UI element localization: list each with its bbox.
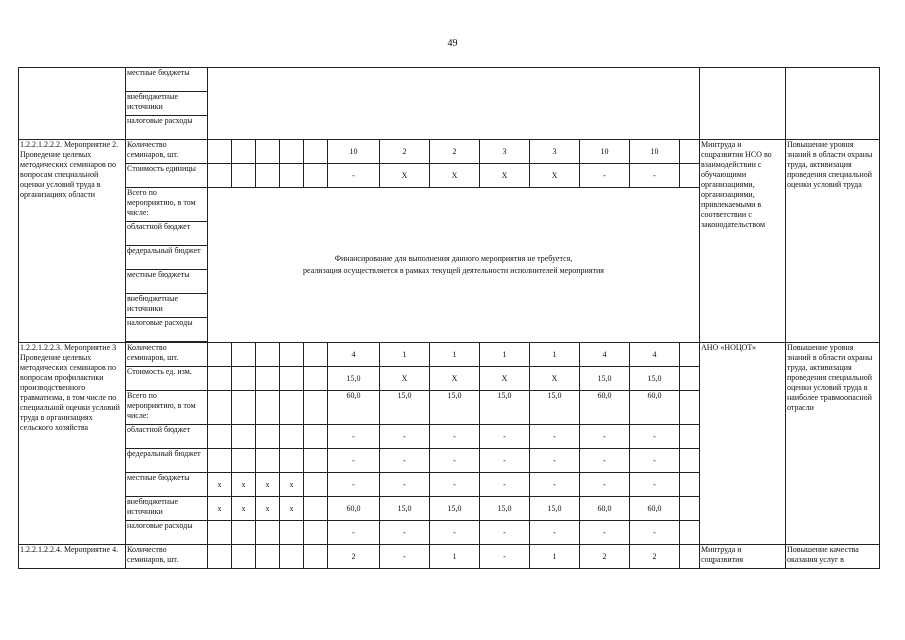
value-cell: -: [430, 449, 480, 473]
empty-cell: [280, 425, 304, 449]
activity-4-name: 1.2.2.1.2.2.4. Мероприятие 4.: [19, 545, 126, 569]
row-label-tax: налоговые расходы: [126, 318, 208, 342]
activity-3-result: Повышение уровня знаний в области охраны труда, активизация проведения специальной оценки условий труда в наиболее травмоопасной отрасли: [786, 343, 880, 545]
row-label-regional: областной бюджет: [126, 222, 208, 246]
empty-cell: [304, 367, 328, 391]
value-cell: Х: [380, 367, 430, 391]
empty-cell: [256, 140, 280, 164]
value-cell: 60,0: [630, 391, 680, 425]
value-cell: -: [630, 473, 680, 497]
row-label-local: местные бюджеты: [126, 68, 208, 92]
value-cell: 15,0: [430, 391, 480, 425]
empty-cell: [680, 545, 700, 569]
value-cell: 15,0: [328, 367, 380, 391]
value-cell: Х: [380, 164, 430, 188]
value-cell: -: [530, 521, 580, 545]
empty-cell: [208, 164, 232, 188]
empty-cell: [280, 545, 304, 569]
value-cell: 15,0: [380, 497, 430, 521]
value-cell: -: [430, 425, 480, 449]
empty-cell: [304, 497, 328, 521]
empty-cell: [680, 521, 700, 545]
empty-cell: [680, 473, 700, 497]
value-cell: 15,0: [530, 497, 580, 521]
activity-3-name: 1.2.2.1.2.2.3. Мероприятие 3 Проведение целевых методических семинаров по вопросам профилактики производственного травматизма, в том числе по специальной оценки условий труда в организациях сельского хозяйства: [19, 343, 126, 545]
x-cell: х: [232, 473, 256, 497]
row-label-seminars: Количество семинаров, шт.: [126, 343, 208, 367]
empty-cell: [280, 140, 304, 164]
x-cell: х: [280, 497, 304, 521]
row-label-seminars: Количество семинаров, шт.: [126, 545, 208, 569]
row-label-total: Всего по мероприятию, в том числе:: [126, 391, 208, 425]
value-cell: -: [380, 473, 430, 497]
empty-cell: [304, 140, 328, 164]
empty-cell: [232, 367, 256, 391]
row-label-extra: внебюджетные источники: [126, 294, 208, 318]
value-cell: -: [480, 425, 530, 449]
empty-cell: [208, 343, 232, 367]
row-label-extra: внебюджетные источники: [126, 92, 208, 116]
value-cell: 2: [580, 545, 630, 569]
empty-cell: [256, 425, 280, 449]
empty-cell: [232, 449, 256, 473]
value-cell: 60,0: [580, 497, 630, 521]
value-cell: 60,0: [580, 391, 630, 425]
empty-cell: [208, 545, 232, 569]
value-cell: -: [380, 449, 430, 473]
empty-cell: [232, 164, 256, 188]
value-cell: 2: [630, 545, 680, 569]
empty-cell: [232, 391, 256, 425]
value-cell: -: [328, 425, 380, 449]
prev-activity-result: [786, 68, 880, 140]
row-label-federal: федеральный бюджет: [126, 246, 208, 270]
value-cell: -: [530, 449, 580, 473]
value-cell: -: [530, 425, 580, 449]
value-cell: 10: [580, 140, 630, 164]
value-cell: 4: [630, 343, 680, 367]
x-cell: х: [208, 473, 232, 497]
x-cell: х: [256, 473, 280, 497]
empty-cell: [208, 391, 232, 425]
value-cell: -: [480, 545, 530, 569]
value-cell: 2: [430, 140, 480, 164]
value-cell: Х: [530, 367, 580, 391]
empty-cell: [208, 367, 232, 391]
x-cell: х: [280, 473, 304, 497]
x-cell: х: [232, 497, 256, 521]
value-cell: 10: [630, 140, 680, 164]
value-cell: -: [430, 521, 480, 545]
value-cell: -: [380, 545, 430, 569]
value-cell: 4: [580, 343, 630, 367]
value-cell: 15,0: [430, 497, 480, 521]
value-cell: -: [328, 449, 380, 473]
empty-cell: [680, 497, 700, 521]
empty-cell: [256, 343, 280, 367]
empty-cell: [680, 164, 700, 188]
page-number: 49: [447, 38, 458, 49]
value-cell: -: [630, 521, 680, 545]
empty-cell: [208, 140, 232, 164]
table-row: [19, 545, 880, 569]
value-cell: -: [328, 521, 380, 545]
value-cell: Х: [480, 164, 530, 188]
activity-4-responsible: Минтруда и соцразвития: [700, 545, 786, 569]
value-cell: -: [580, 473, 630, 497]
prev-activity-name: [19, 68, 126, 140]
row-label-unit-cost: Стоимость единицы: [126, 164, 208, 188]
financing-note-line-2: реализация осуществляется в рамках текущей деятельности исполнителей мероприятия: [303, 266, 604, 275]
value-cell: 60,0: [328, 497, 380, 521]
empty-cell: [208, 425, 232, 449]
row-label-extra: внебюджетные источники: [126, 497, 208, 521]
value-cell: 15,0: [480, 497, 530, 521]
value-cell: -: [480, 521, 530, 545]
value-cell: -: [630, 425, 680, 449]
table-row: [19, 140, 880, 164]
activity-2-name: 1.2.2.1.2.2.2. Мероприятие 2. Проведение целевых методических семинаров по вопросам специальной оценки условий труда в организациях области: [19, 140, 126, 343]
activity-3-responsible: АНО «НОЦОТ»: [700, 343, 786, 545]
row-label-tax: налоговые расходы: [126, 116, 208, 140]
empty-cell: [680, 449, 700, 473]
row-label-local: местные бюджеты: [126, 473, 208, 497]
empty-cell: [256, 164, 280, 188]
value-cell: 1: [430, 343, 480, 367]
prev-activity-values: [208, 68, 700, 140]
empty-cell: [304, 473, 328, 497]
value-cell: 60,0: [630, 497, 680, 521]
activity-2-responsible: Минтруда и соцразвития НСО во взаимодействии с обучающими организациями, организациями, привлекаемыми в соответствии с законодательством: [700, 140, 786, 343]
empty-cell: [256, 545, 280, 569]
value-cell: -: [328, 164, 380, 188]
empty-cell: [232, 521, 256, 545]
value-cell: 1: [480, 343, 530, 367]
value-cell: -: [630, 449, 680, 473]
empty-cell: [280, 367, 304, 391]
empty-cell: [256, 367, 280, 391]
empty-cell: [680, 343, 700, 367]
empty-cell: [232, 425, 256, 449]
value-cell: 15,0: [530, 391, 580, 425]
prev-activity-responsible: [700, 68, 786, 140]
value-cell: Х: [430, 367, 480, 391]
financing-note-line-1: Финансирование для выполнения данного мероприятия не требуется,: [334, 254, 573, 263]
empty-cell: [304, 343, 328, 367]
table-row: [19, 343, 880, 367]
value-cell: 10: [328, 140, 380, 164]
empty-cell: [280, 449, 304, 473]
value-cell: Х: [480, 367, 530, 391]
activity-4-result: Повышение качества оказания услуг в: [786, 545, 880, 569]
value-cell: -: [430, 473, 480, 497]
empty-cell: [304, 164, 328, 188]
row-label-seminars: Количество семинаров, шт.: [126, 140, 208, 164]
value-cell: 15,0: [480, 391, 530, 425]
value-cell: 1: [530, 343, 580, 367]
value-cell: 3: [530, 140, 580, 164]
value-cell: 1: [380, 343, 430, 367]
empty-cell: [680, 391, 700, 425]
value-cell: 15,0: [380, 391, 430, 425]
row-label-tax: налоговые расходы: [126, 521, 208, 545]
row-label-regional: областной бюджет: [126, 425, 208, 449]
row-label-unit-cost: Стоимость ед. изм.: [126, 367, 208, 391]
empty-cell: [256, 449, 280, 473]
value-cell: 2: [380, 140, 430, 164]
empty-cell: [256, 521, 280, 545]
empty-cell: [208, 449, 232, 473]
value-cell: -: [480, 473, 530, 497]
row-label-total: Всего по мероприятию, в том числе:: [126, 188, 208, 222]
value-cell: 15,0: [580, 367, 630, 391]
empty-cell: [680, 140, 700, 164]
value-cell: -: [480, 449, 530, 473]
program-activities-table: [18, 67, 880, 569]
empty-cell: [304, 545, 328, 569]
empty-cell: [680, 425, 700, 449]
empty-cell: [280, 164, 304, 188]
empty-cell: [304, 425, 328, 449]
value-cell: Х: [530, 164, 580, 188]
empty-cell: [232, 545, 256, 569]
empty-cell: [304, 391, 328, 425]
x-cell: х: [208, 497, 232, 521]
empty-cell: [232, 140, 256, 164]
empty-cell: [208, 521, 232, 545]
empty-cell: [304, 521, 328, 545]
value-cell: -: [580, 164, 630, 188]
empty-cell: [232, 343, 256, 367]
empty-cell: [304, 449, 328, 473]
value-cell: -: [630, 164, 680, 188]
value-cell: 2: [328, 545, 380, 569]
empty-cell: [280, 391, 304, 425]
value-cell: -: [580, 521, 630, 545]
empty-cell: [280, 521, 304, 545]
program-table-sheet: [18, 67, 880, 569]
value-cell: 60,0: [328, 391, 380, 425]
activity-2-result: Повышение уровня знаний в области охраны труда, активизация проведения специальной оценки условий труда: [786, 140, 880, 343]
financing-note: [208, 188, 700, 343]
value-cell: 15,0: [630, 367, 680, 391]
value-cell: -: [580, 425, 630, 449]
value-cell: 1: [430, 545, 480, 569]
value-cell: 1: [530, 545, 580, 569]
x-cell: х: [256, 497, 280, 521]
row-label-local: местные бюджеты: [126, 270, 208, 294]
empty-cell: [680, 367, 700, 391]
table-row: [19, 68, 880, 92]
value-cell: -: [380, 425, 430, 449]
row-label-federal: федеральный бюджет: [126, 449, 208, 473]
value-cell: Х: [430, 164, 480, 188]
empty-cell: [280, 343, 304, 367]
value-cell: -: [328, 473, 380, 497]
value-cell: -: [580, 449, 630, 473]
value-cell: -: [380, 521, 430, 545]
value-cell: -: [530, 473, 580, 497]
value-cell: 3: [480, 140, 530, 164]
empty-cell: [256, 391, 280, 425]
value-cell: 4: [328, 343, 380, 367]
